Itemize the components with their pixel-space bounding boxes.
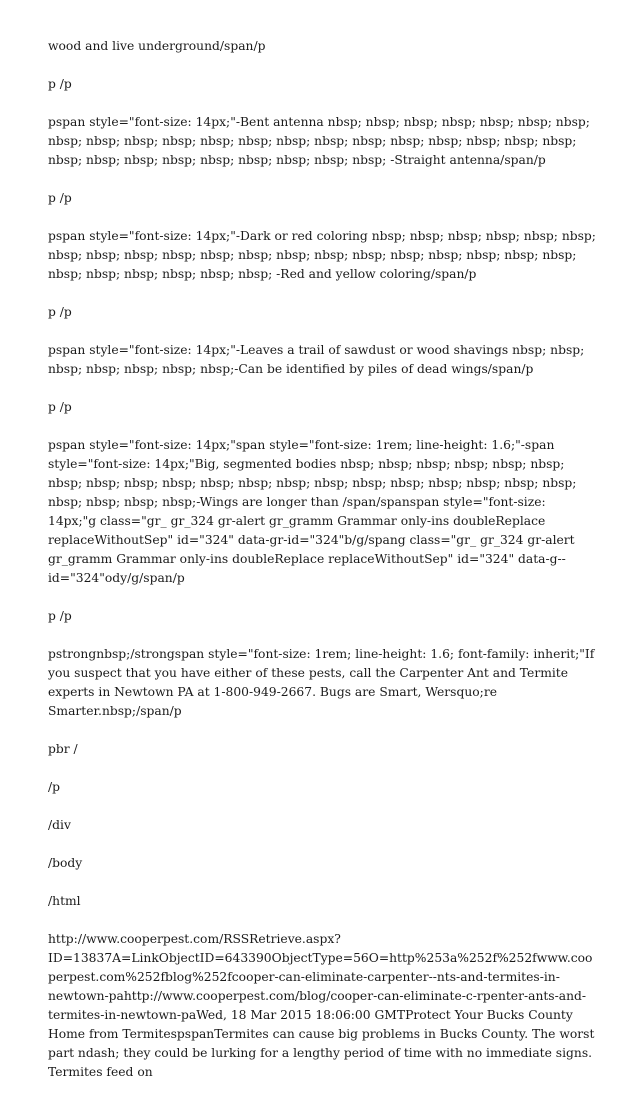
paragraph-16: [48, 892, 596, 911]
paragraph-17: http://www.cooperpest.com/RSSRetrieve.aspx?ID=13837A=LinkObjectID=643390ObjectType=56O=http%253a%252f%252fwww.cooperpest.com%252fblog%252fcooper-can-eliminate-carpenter--nts-and-termites-in-newtown-pahttp://www.cooperpest.com/blog/cooper-can-eliminate-c-rpenter-ants-and-termites-in-newtown-paWed, 18 Mar 2015 18:06:00 GMTProtect Your Bucks County Home from TermitespspanTermites can cause big problems in Bucks County. The worst part ndash; they could be lurking for a lengthy period of time with no immediate signs. Termites feed on: [48, 932, 595, 1079]
paragraph-2: p /p: [48, 77, 72, 91]
paragraph-8: p /p: [48, 400, 72, 414]
paragraph-1: wood and live underground/span/p: [48, 39, 266, 53]
paragraph-12: pbr /: [48, 742, 78, 756]
paragraph-13: /p: [48, 780, 61, 794]
paragraph-3: pspan style="font-size: 14px;"-Bent antenna nbsp; nbsp; nbsp; nbsp; nbsp; nbsp; nbsp; nbsp; nbsp; nbsp; nbsp; nbsp; nbsp; nbsp; nbsp; nbsp; nbsp; nbsp; nbsp; nbsp; nbsp; nbsp; nbsp; nbsp; nbsp; nbsp; nbsp; nbsp; nbsp; nbsp; -Straight antenna/span/p: [48, 115, 590, 167]
document-body: [48, 37, 596, 1101]
paragraph-11: pstrongnbsp;/strongspan style="font-size: 1rem; line-height: 1.6; font-family: inherit;"If you suspect that you have either of these pests, call the Carpenter Ant and Termite experts in Newtown PA at 1-800-949-2667. Bugs are Smart, Wersquo;re Smarter.nbsp;/span/p: [48, 647, 595, 718]
paragraph-7: pspan style="font-size: 14px;"-Leaves a trail of sawdust or wood shavings nbsp; nbsp; nbsp; nbsp; nbsp; nbsp; nbsp;-Can be identified by piles of dead wings/span/p: [48, 343, 585, 376]
paragraph-14: /div: [48, 818, 71, 832]
paragraph-6: p /p: [48, 305, 72, 319]
paragraph-4: p /p: [48, 191, 72, 205]
paragraph-9: pspan style="font-size: 14px;"span style="font-size: 1rem; line-height: 1.6;"-span style="font-size: 14px;"Big, segmented bodies nbsp; nbsp; nbsp; nbsp; nbsp; nbsp; nbsp; nbsp; nbsp; nbsp; nbsp; nbsp; nbsp; nbsp; nbsp; nbsp; nbsp; nbsp; nbsp; nbsp; nbsp; nbsp; nbsp; nbsp;-Wings are longer than /span/spanspan style="font-size: 14px;"g class="gr_ gr_324 gr-alert gr_gramm Grammar only-ins doubleReplace replaceWithoutSep" id="324" data-gr-id="324"b/g/spang class="gr_ gr_324 gr-alert gr_gramm Grammar only-ins doubleReplace replaceWithoutSep" id="324" data-g--id="324"ody/g/span/p: [48, 438, 577, 585]
paragraph-16-text: /html: [48, 894, 81, 908]
paragraph-15: /body: [48, 856, 83, 870]
paragraph-10: p /p: [48, 609, 72, 623]
paragraph-5: pspan style="font-size: 14px;"-Dark or red coloring nbsp; nbsp; nbsp; nbsp; nbsp; nbsp; nbsp; nbsp; nbsp; nbsp; nbsp; nbsp; nbsp; nbsp; nbsp; nbsp; nbsp; nbsp; nbsp; nbsp; nbsp; nbsp; nbsp; nbsp; nbsp; nbsp; -Red and yellow coloring/span/p: [48, 229, 596, 281]
